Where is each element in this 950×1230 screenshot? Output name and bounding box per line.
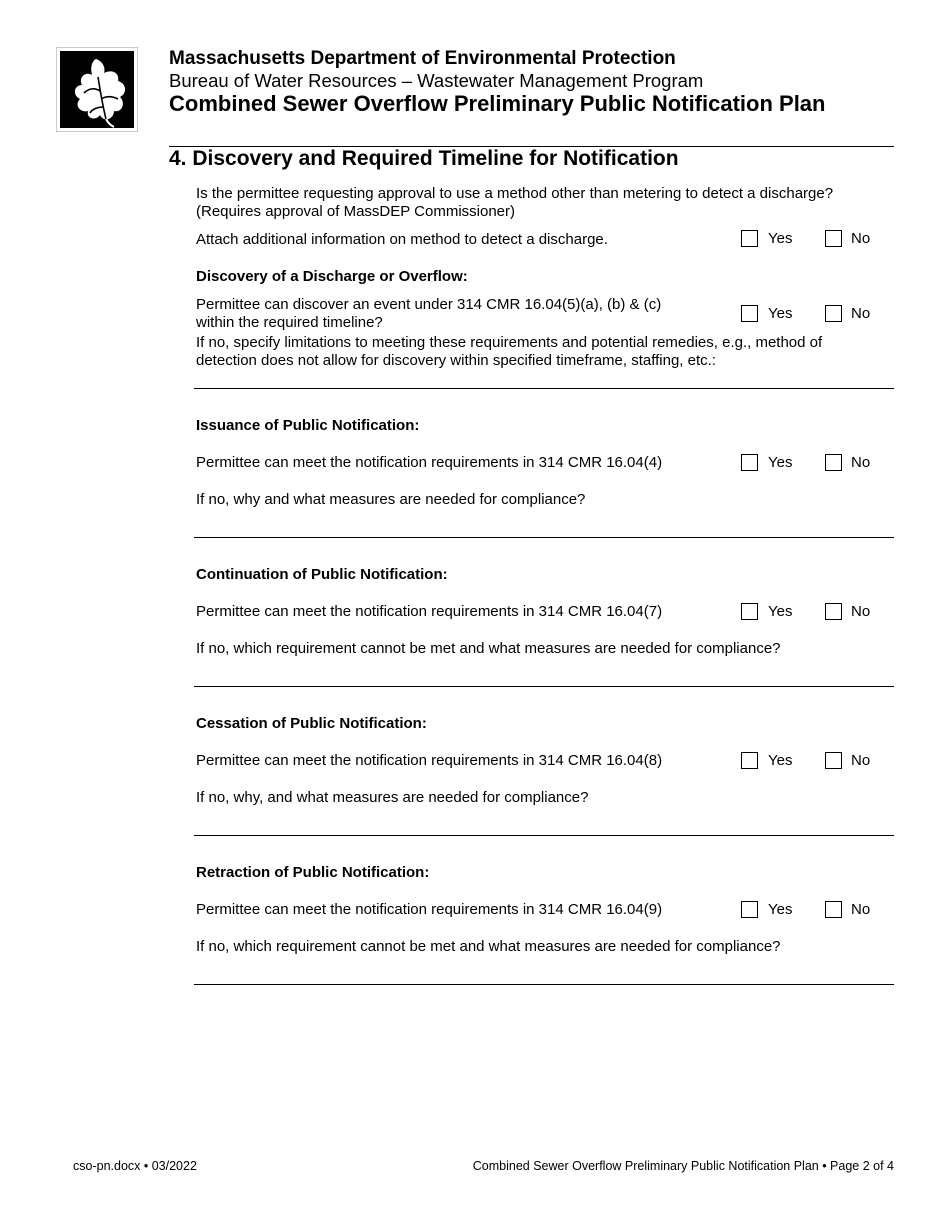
agency-name: Massachusetts Department of Environmental Protection	[169, 48, 676, 69]
retraction-question: Permittee can meet the notification requirements in 314 CMR 16.04(9)	[196, 901, 663, 918]
method-yes-checkbox[interactable]	[741, 230, 758, 247]
issuance-no-label: No	[851, 454, 871, 471]
cessation-followup: If no, why, and what measures are needed for compliance?	[196, 789, 589, 806]
continuation-answer-line	[194, 686, 894, 687]
cessation-no-label: No	[851, 752, 871, 769]
retraction-followup: If no, which requirement cannot be met and what measures are needed for compliance?	[196, 938, 781, 955]
cessation-yes-checkbox[interactable]	[741, 752, 758, 769]
method-no-label: No	[851, 230, 871, 247]
discovery-no-checkbox[interactable]	[825, 305, 842, 322]
issuance-followup: If no, why and what measures are needed for compliance?	[196, 491, 586, 508]
retraction-no-label: No	[851, 901, 871, 918]
discovery-question-line1: Permittee can discover an event under 314 CMR 16.04(5)(a), (b) & (c)	[196, 296, 662, 313]
continuation-heading: Continuation of Public Notification:	[196, 566, 448, 583]
cessation-question: Permittee can meet the notification requirements in 314 CMR 16.04(8)	[196, 752, 663, 769]
retraction-yes-label: Yes	[768, 901, 793, 918]
continuation-yes-label: Yes	[768, 603, 793, 620]
method-yes-label: Yes	[768, 230, 793, 247]
continuation-no-checkbox[interactable]	[825, 603, 842, 620]
discovery-yes-label: Yes	[768, 305, 793, 322]
retraction-no-checkbox[interactable]	[825, 901, 842, 918]
footer-doc-id: cso-pn.docx • 03/2022	[73, 1159, 197, 1173]
footer-page-info: Combined Sewer Overflow Preliminary Public Notification Plan • Page 2 of 4	[472, 1159, 894, 1173]
discovery-no-label: No	[851, 305, 871, 322]
discovery-followup-line1: If no, specify limitations to meeting these requirements and potential remedies, e.g., method of	[196, 334, 823, 351]
attach-info-text: Attach additional information on method to detect a discharge.	[196, 231, 608, 248]
method-no-checkbox[interactable]	[825, 230, 842, 247]
intro-note: (Requires approval of MassDEP Commissioner)	[196, 203, 515, 220]
discovery-answer-line	[194, 388, 894, 389]
issuance-yes-checkbox[interactable]	[741, 454, 758, 471]
section-title: 4. Discovery and Required Timeline for Notification	[169, 147, 679, 170]
issuance-no-checkbox[interactable]	[825, 454, 842, 471]
issuance-answer-line	[194, 537, 894, 538]
continuation-no-label: No	[851, 603, 871, 620]
continuation-followup: If no, which requirement cannot be met and what measures are needed for compliance?	[196, 640, 781, 657]
discovery-yes-checkbox[interactable]	[741, 305, 758, 322]
issuance-yes-label: Yes	[768, 454, 793, 471]
form-title: Combined Sewer Overflow Preliminary Public Notification Plan	[169, 91, 826, 116]
bureau-name: Bureau of Water Resources – Wastewater Management Program	[169, 70, 704, 91]
continuation-question: Permittee can meet the notification requirements in 314 CMR 16.04(7)	[196, 603, 663, 620]
issuance-question: Permittee can meet the notification requirements in 314 CMR 16.04(4)	[196, 454, 663, 471]
massdep-logo	[56, 47, 138, 132]
cessation-heading: Cessation of Public Notification:	[196, 715, 427, 732]
cessation-yes-label: Yes	[768, 752, 793, 769]
discovery-followup-line2: detection does not allow for discovery within specified timeframe, staffing, etc.:	[196, 352, 716, 369]
issuance-heading: Issuance of Public Notification:	[196, 417, 420, 434]
cessation-answer-line	[194, 835, 894, 836]
retraction-answer-line	[194, 984, 894, 985]
retraction-heading: Retraction of Public Notification:	[196, 864, 430, 881]
continuation-yes-checkbox[interactable]	[741, 603, 758, 620]
intro-question: Is the permittee requesting approval to use a method other than metering to detect a discharge?	[196, 185, 834, 202]
retraction-yes-checkbox[interactable]	[741, 901, 758, 918]
discovery-heading: Discovery of a Discharge or Overflow:	[196, 268, 468, 285]
discovery-question-line2: within the required timeline?	[196, 314, 383, 331]
cessation-no-checkbox[interactable]	[825, 752, 842, 769]
